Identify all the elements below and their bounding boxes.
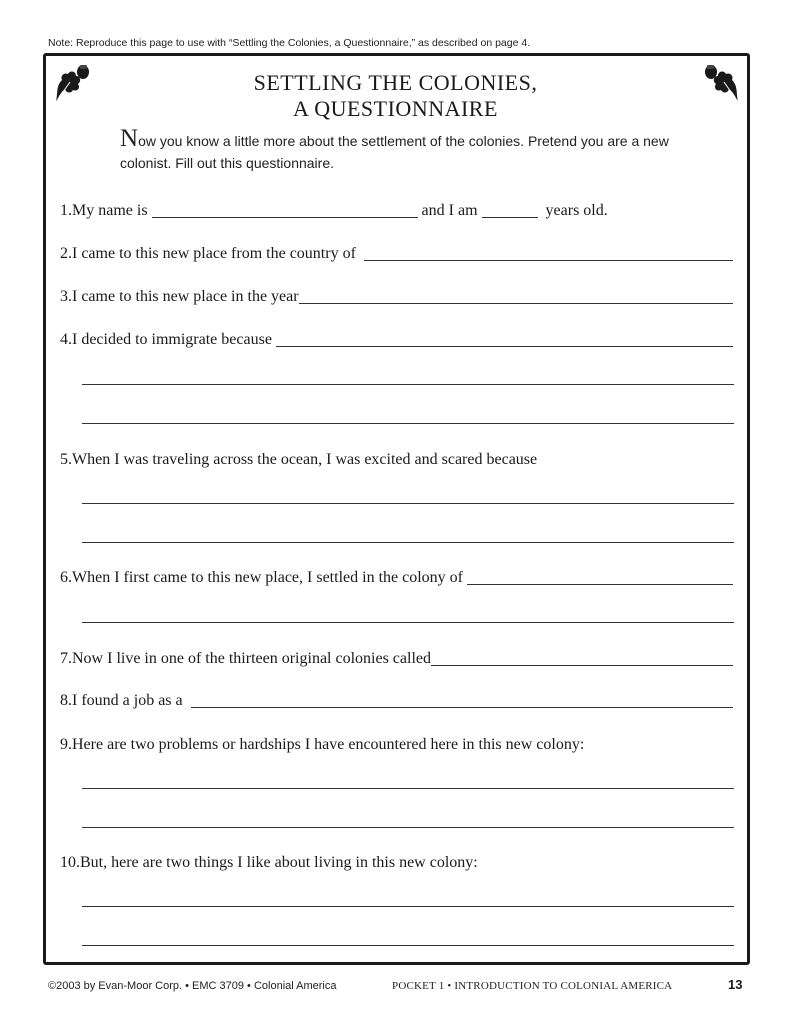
question-3-number: 3. xyxy=(60,288,72,305)
first-colony-blank[interactable] xyxy=(467,583,733,585)
answer-line[interactable] xyxy=(82,384,734,385)
question-8-number: 8. xyxy=(60,692,72,709)
question-4 xyxy=(60,329,733,351)
copyright-footer: ©2003 by Evan-Moor Corp. • EMC 3709 • Colonial America xyxy=(48,980,337,992)
question-1-text: My name is xyxy=(72,202,148,219)
question-10 xyxy=(60,852,733,874)
answer-line[interactable] xyxy=(82,622,734,623)
job-blank[interactable] xyxy=(191,706,733,708)
question-1 xyxy=(60,200,733,222)
question-2-number: 2. xyxy=(60,245,72,262)
question-9-number: 9. xyxy=(60,736,72,753)
answer-line[interactable] xyxy=(82,423,734,424)
answer-line[interactable] xyxy=(82,503,734,504)
question-1-number: 1. xyxy=(60,202,72,219)
year-blank[interactable] xyxy=(299,302,733,304)
intro-paragraph xyxy=(120,125,680,174)
question-7-text: Now I live in one of the thirteen original colonies called xyxy=(72,650,431,667)
answer-line[interactable] xyxy=(82,788,734,789)
intro-text: ow you know a little more about the settlement of the colonies. Pretend you are a new colonist. Fill out this questionnaire. xyxy=(120,133,669,171)
current-colony-blank[interactable] xyxy=(431,664,733,666)
intro-dropcap: N xyxy=(120,125,139,152)
question-5 xyxy=(60,449,733,471)
question-6-text: When I first came to this new place, I settled in the colony of xyxy=(72,569,463,586)
question-9 xyxy=(60,734,733,756)
question-7-number: 7. xyxy=(60,650,72,667)
question-1-mid-text: and I am xyxy=(421,202,478,219)
page-number: 13 xyxy=(728,977,743,992)
page-title-line-2: A QUESTIONNAIRE xyxy=(293,96,498,121)
question-8 xyxy=(60,690,733,712)
question-10-number: 10. xyxy=(60,854,80,871)
question-9-text: Here are two problems or hardships I have encountered here in this new colony: xyxy=(72,736,585,753)
country-blank[interactable] xyxy=(364,259,733,261)
question-2 xyxy=(60,243,733,265)
question-6-number: 6. xyxy=(60,569,72,586)
immigrate-reason-blank[interactable] xyxy=(276,345,733,347)
age-blank[interactable] xyxy=(482,216,538,218)
question-2-text: I came to this new place from the country of xyxy=(72,245,356,262)
page-title-line-1: SETTLING THE COLONIES, xyxy=(253,70,538,95)
answer-line[interactable] xyxy=(82,827,734,828)
question-8-text: I found a job as a xyxy=(72,692,183,709)
question-10-text: But, here are two things I like about living in this new colony: xyxy=(80,854,478,871)
answer-line[interactable] xyxy=(82,945,734,946)
question-5-text: When I was traveling across the ocean, I was excited and scared because xyxy=(72,451,538,468)
worksheet-frame xyxy=(43,53,750,965)
answer-line[interactable] xyxy=(82,542,734,543)
question-5-number: 5. xyxy=(60,451,72,468)
name-blank[interactable] xyxy=(152,216,418,218)
answer-line[interactable] xyxy=(82,906,734,907)
question-1-end-text: years old. xyxy=(545,202,608,219)
pocket-footer: POCKET 1 • INTRODUCTION TO COLONIAL AMERICA xyxy=(392,980,673,992)
question-4-text: I decided to immigrate because xyxy=(72,331,272,348)
question-3 xyxy=(60,286,733,308)
question-7 xyxy=(60,648,733,670)
question-6 xyxy=(60,567,733,589)
reproduction-note: Note: Reproduce this page to use with “Settling the Colonies, a Questionnaire,” as described on page 4. xyxy=(48,37,531,49)
question-3-text: I came to this new place in the year xyxy=(72,288,299,305)
question-4-number: 4. xyxy=(60,331,72,348)
